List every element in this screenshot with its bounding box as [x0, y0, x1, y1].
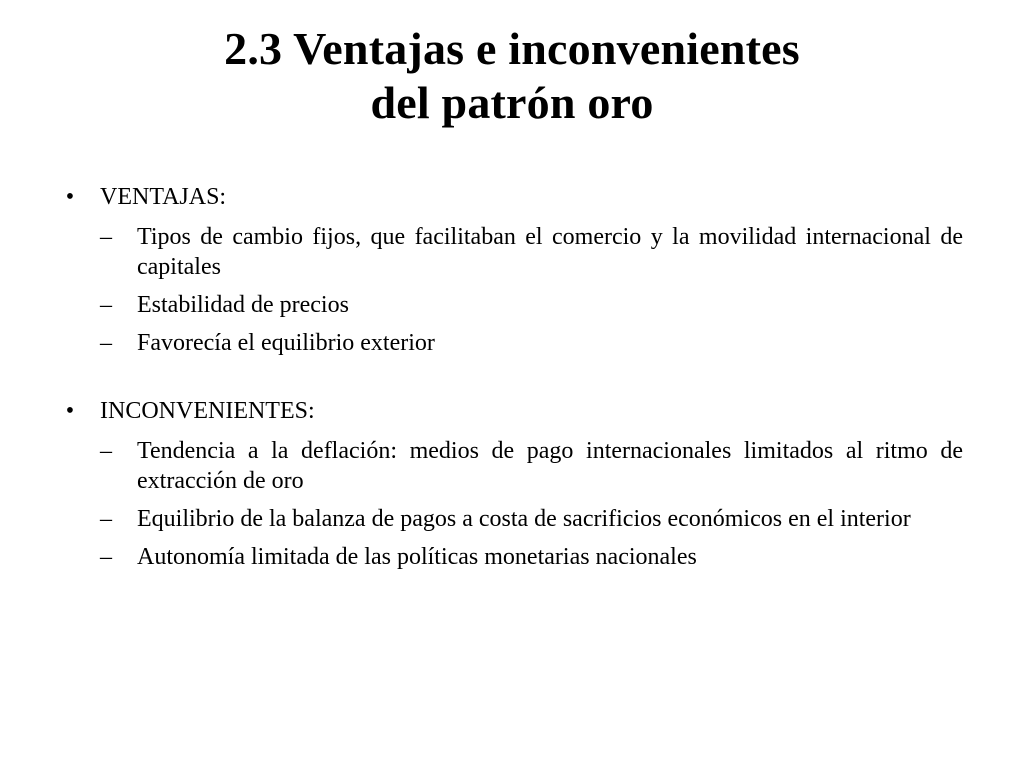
list-item: [60, 290, 963, 320]
list-item-text: Favorecía el equilibrio exterior: [137, 330, 435, 356]
slide-title-line-2: del patrón oro: [370, 77, 654, 128]
section-heading: INCONVENIENTES:: [100, 398, 315, 424]
slide-body: [60, 182, 963, 572]
section-heading: VENTAJAS:: [100, 184, 227, 210]
list-item-text: Tipos de cambio fijos, que facilitaban el comercio y la movilidad internacional de capitales: [137, 224, 963, 280]
section-inconvenientes: [60, 396, 963, 426]
dash-icon: –: [100, 224, 112, 250]
section-ventajas: [60, 182, 963, 212]
list-item: [60, 328, 963, 358]
dash-icon: –: [100, 330, 112, 356]
list-item: [60, 542, 963, 572]
bullet-icon: •: [65, 398, 75, 424]
list-item: [60, 222, 963, 282]
bullet-icon: •: [65, 184, 75, 210]
list-item: [60, 504, 963, 534]
list-item-text: Equilibrio de la balanza de pagos a costa de sacrificios económicos en el interior: [137, 506, 911, 532]
slide-title: [0, 22, 1024, 130]
slide-title-line-1: 2.3 Ventajas e inconvenientes: [224, 23, 800, 74]
list-item-text: Tendencia a la deflación: medios de pago internacionales limitados al ritmo de extracción de oro: [137, 438, 963, 494]
dash-icon: –: [100, 438, 112, 464]
section-spacer: [60, 358, 963, 396]
list-item: [60, 436, 963, 496]
dash-icon: –: [100, 544, 112, 570]
dash-icon: –: [100, 506, 112, 532]
dash-icon: –: [100, 292, 112, 318]
list-item-text: Estabilidad de precios: [137, 292, 349, 318]
list-item-text: Autonomía limitada de las políticas monetarias nacionales: [137, 544, 697, 570]
